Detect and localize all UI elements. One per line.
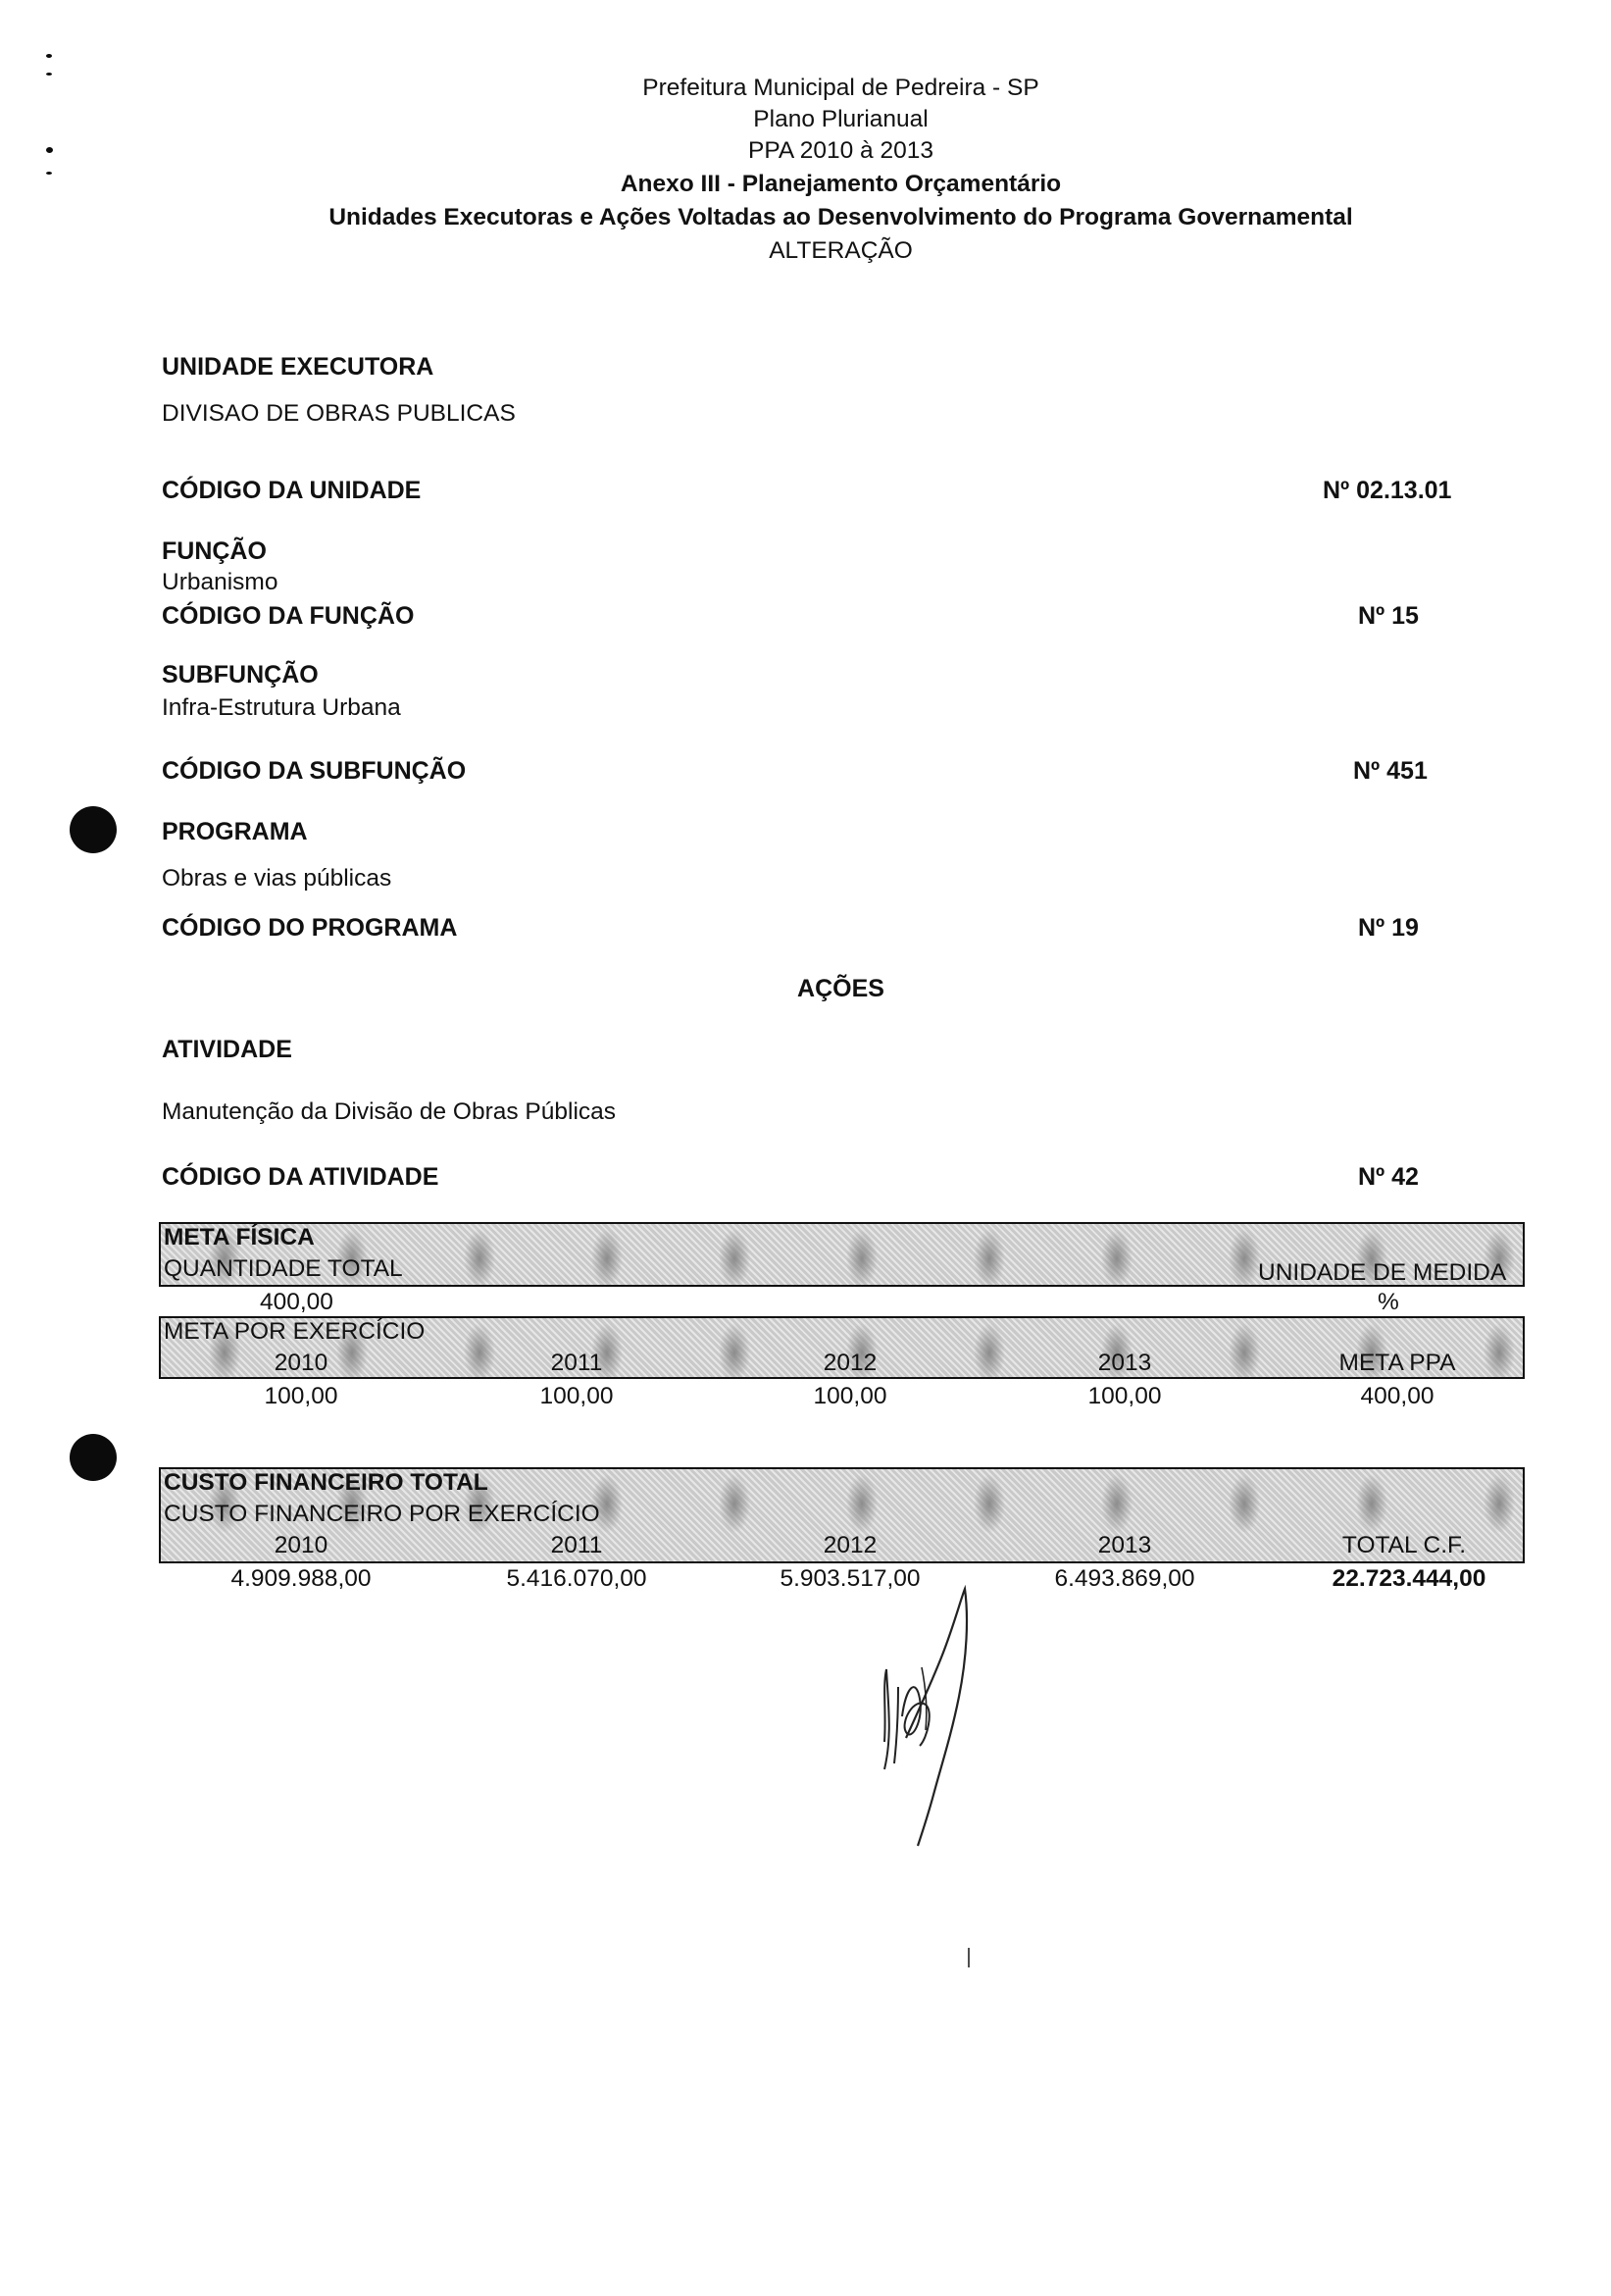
header-plano: Plano Plurianual	[753, 106, 929, 132]
header-ppa: PPA 2010 à 2013	[748, 137, 933, 164]
scan-mark	[46, 54, 52, 58]
custo-exercicio-subtitle: CUSTO FINANCEIRO POR EXERCÍCIO	[164, 1501, 600, 1527]
scan-mark	[46, 73, 52, 76]
atividade-value: Manutenção da Divisão de Obras Públicas	[162, 1098, 617, 1125]
funcao-label: FUNÇÃO	[162, 537, 267, 565]
quantidade-total-label: QUANTIDADE TOTAL	[164, 1255, 403, 1282]
codigo-atividade-label: CÓDIGO DA ATIVIDADE	[162, 1163, 439, 1191]
atividade-label: ATIVIDADE	[162, 1036, 292, 1063]
meta-year-2011: 2011	[550, 1350, 603, 1376]
custo-total-title: CUSTO FINANCEIRO TOTAL	[164, 1469, 488, 1496]
unidade-medida-value: %	[1378, 1289, 1399, 1315]
custo-year-2011: 2011	[550, 1532, 603, 1558]
meta-year-2012: 2012	[823, 1350, 878, 1376]
custo-total-value: 22.723.444,00	[1332, 1565, 1486, 1592]
meta-year-2010: 2010	[274, 1350, 328, 1376]
custo-value-2013: 6.493.869,00	[1054, 1565, 1195, 1592]
custo-year-2012: 2012	[823, 1532, 878, 1558]
unidade-executora-label: UNIDADE EXECUTORA	[162, 353, 434, 381]
codigo-programa-label: CÓDIGO DO PROGRAMA	[162, 914, 458, 942]
custo-years-row	[0, 1532, 1611, 1561]
meta-fisica-title: META FÍSICA	[164, 1224, 315, 1250]
scan-mark	[46, 172, 52, 175]
codigo-unidade-label: CÓDIGO DA UNIDADE	[162, 477, 422, 504]
custo-year-2013: 2013	[1097, 1532, 1152, 1558]
programa-label: PROGRAMA	[162, 818, 308, 845]
quantidade-total-value: 400,00	[260, 1289, 333, 1315]
custo-total-label: TOTAL C.F.	[1341, 1532, 1467, 1558]
meta-value-2011: 100,00	[539, 1383, 614, 1409]
codigo-unidade-value: Nº 02.13.01	[1323, 477, 1452, 504]
custo-value-2012: 5.903.517,00	[780, 1565, 921, 1592]
custo-value-2011: 5.416.070,00	[506, 1565, 647, 1592]
custo-values-row	[0, 1565, 1611, 1595]
funcao-value: Urbanismo	[162, 569, 278, 595]
unidade-executora-value: DIVISAO DE OBRAS PUBLICAS	[162, 400, 516, 427]
codigo-subfuncao-label: CÓDIGO DA SUBFUNÇÃO	[162, 757, 467, 785]
header-unidades: Unidades Executoras e Ações Voltadas ao Desenvolvimento do Programa Governamental	[328, 204, 1353, 230]
meta-year-2013: 2013	[1097, 1350, 1152, 1376]
codigo-funcao-label: CÓDIGO DA FUNÇÃO	[162, 602, 415, 630]
header-anexo: Anexo III - Planejamento Orçamentário	[620, 171, 1062, 197]
codigo-subfuncao-value: Nº 451	[1353, 757, 1428, 785]
unidade-medida-label: UNIDADE DE MEDIDA	[1258, 1259, 1507, 1286]
scan-mark	[46, 147, 53, 153]
custo-value-2010: 4.909.988,00	[230, 1565, 372, 1592]
subfuncao-label: SUBFUNÇÃO	[162, 661, 319, 689]
custo-year-2010: 2010	[274, 1532, 328, 1558]
acoes-title: AÇÕES	[797, 975, 884, 1002]
meta-exercicio-years-row	[0, 1350, 1611, 1379]
codigo-funcao-value: Nº 15	[1358, 602, 1419, 630]
hole-punch	[70, 806, 117, 853]
programa-value: Obras e vias públicas	[162, 865, 392, 892]
meta-value-2012: 100,00	[813, 1383, 887, 1409]
header-prefeitura: Prefeitura Municipal de Pedreira - SP	[642, 75, 1039, 101]
meta-value-2013: 100,00	[1087, 1383, 1162, 1409]
handwritten-signature	[843, 1393, 1000, 1971]
header-alteracao: ALTERAÇÃO	[769, 237, 913, 264]
meta-value-2010: 100,00	[264, 1383, 338, 1409]
codigo-programa-value: Nº 19	[1358, 914, 1419, 942]
meta-ppa-label: META PPA	[1338, 1350, 1456, 1376]
meta-exercicio-values-row	[0, 1383, 1611, 1412]
meta-exercicio-title: META POR EXERCÍCIO	[164, 1318, 426, 1345]
meta-ppa-value: 400,00	[1360, 1383, 1435, 1409]
hole-punch	[70, 1434, 117, 1481]
codigo-atividade-value: Nº 42	[1358, 1163, 1419, 1191]
subfuncao-value: Infra-Estrutura Urbana	[162, 694, 401, 721]
